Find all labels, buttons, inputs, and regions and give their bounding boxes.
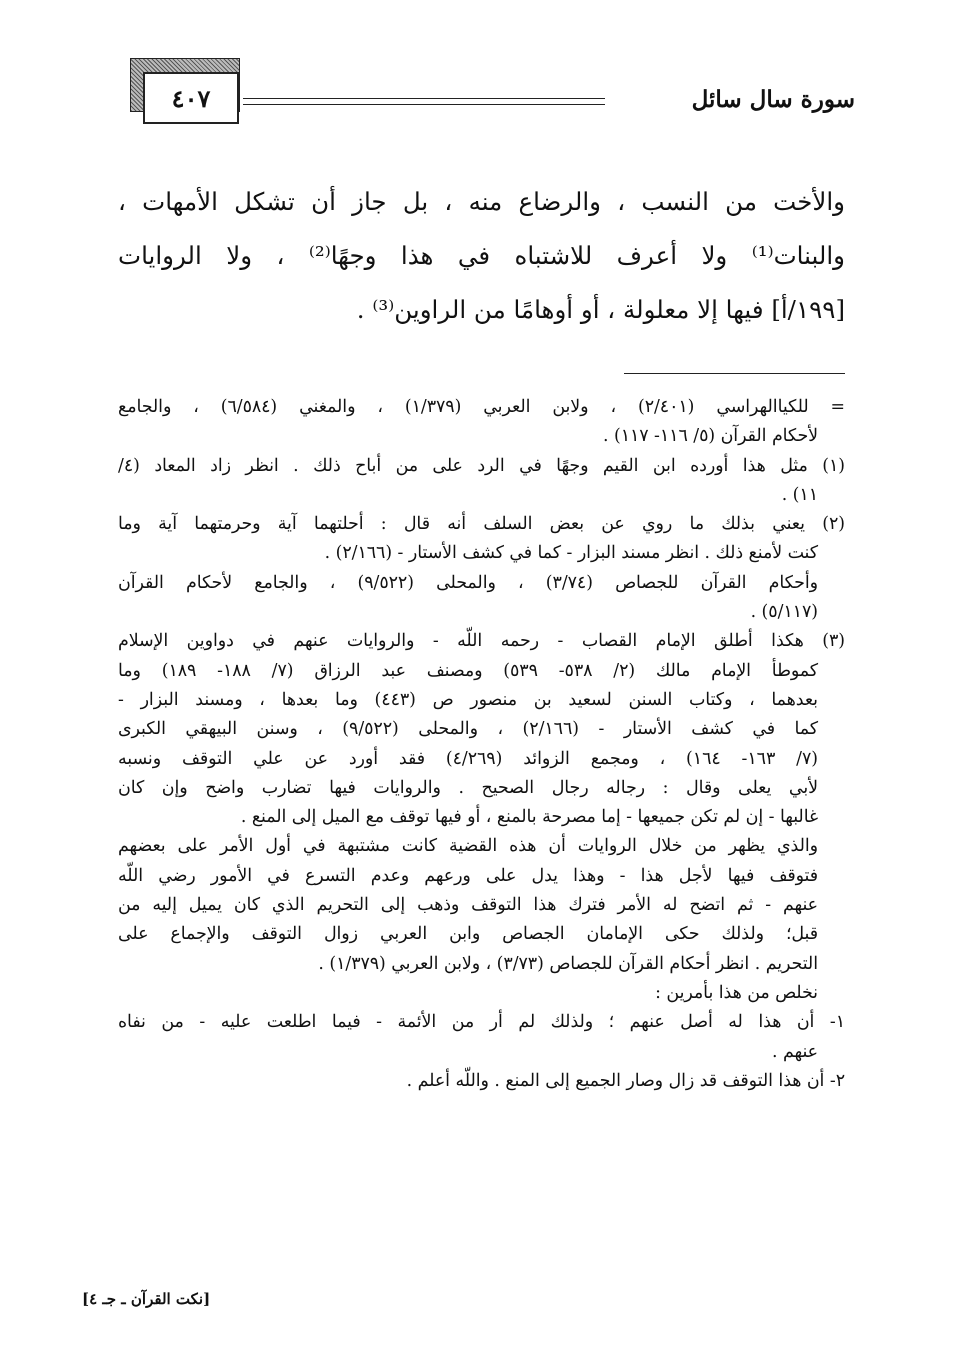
footnote-line: بعدهما ، وكتاب السنن لسعيد بن منصور ص (٤٤٣) وما بعدها ، ومسند البزار - [118, 689, 818, 710]
footnote-line: لأبي يعلى وقال : رجاله رجال الصحيح . والروايات فيها تضارب واضح وإن كان [118, 777, 818, 798]
body-line: [١٩٩/أ] فيها إلا معلولة ، أو أوهامًا من الراوين⁽³⁾ . [356, 295, 845, 324]
footnote-line: (٣) هكذا أطلق الإمام القصاب - رحمه اللّه - والروايات عنهم في دواوين الإسلام [118, 631, 845, 652]
footnote-line: وأحكام القرآن للجصاص (٣/٧٤) ، والمحلى (٩/٥٢٢) ، والجامع لأحكام القرآن [118, 572, 818, 593]
footnote-line: فتوقف فيها لأجل هذا - وهذا يدل على ورعهم وعدم التسرع في الأمور رضي اللّه [118, 865, 818, 886]
body-line: والبنات⁽¹⁾ ولا أعرف للاشتباه في هذا وجهًا⁽²⁾ ، ولا الروايات [118, 241, 845, 270]
footnote-line: (١) مثل هذا أورده ابن القيم وجهًا في الرد على من أباح ذلك . انظر زاد المعاد (٤/ [118, 455, 845, 476]
footnote-line: عنهم . [772, 1041, 818, 1062]
footnote-line: (٧/ ١٦٣- ١٦٤) ، ومجمع الزوائد (٤/٢٦٩) فقد أورد عن علي التوقف ونسبه [118, 748, 818, 769]
footnote-line: عنهم - ثم اتضح له الأمر فترك هذا التوقف وذهب إلى التحريم الذي كان يميل إليه من [118, 895, 818, 916]
footnote-line: = للكياالهراسي (٢/٤٠١) ، ولابن العربي (١/٣٧٩) ، والمغني (٦/٥٨٤) ، والجامع [118, 397, 845, 417]
body-text [118, 175, 845, 337]
footnote-line: ١- أن هذا له أصل عنهم ؛ ولذلك لم أر من الأئمة - فيما اطلعت عليه - من نفاه [118, 1012, 845, 1033]
footnote-line: غالبها - إن لم تكن جميعها - إما مصرحة بالمنع ، أو فيها توقف مع الميل إلى المنع . [240, 807, 818, 828]
book-signature: [نكت القرآن ـ جـ ٤] [82, 1290, 211, 1308]
footnote-line: ١١) . [781, 484, 818, 505]
body-line: والأخت من النسب ، والرضاع منه ، بل جاز أن تشكل الأمهات ، [118, 187, 845, 216]
footnote-separator [624, 373, 845, 374]
footnote-line: كما في كشف الأستار - (٢/١٦٦) ، والمحلى (٩/٥٢٢) ، وسنن البيهقي الكبرى [118, 719, 818, 740]
footnote-line: التحريم . انظر أحكام القرآن للجصاص (٣/٧٣) ، ولابن العربي (١/٣٧٩) . [318, 953, 818, 974]
page-number: ٤٠٧ [143, 72, 239, 124]
footnote-line: ٢- أن هذا التوقف قد زال وصار الجميع إلى المنع . واللّه أعلم . [406, 1070, 845, 1091]
footnote-line: (٥/١١٧) . [750, 602, 818, 623]
running-title: سورة سال سائل [691, 86, 855, 113]
footnote-line: قبل؛ ولذلك حكى الإمامان الجصاص وابن العربي زوال التوقف والإجماع على [118, 924, 818, 945]
footnotes [118, 393, 845, 1096]
footnote-line: كنت لأمنع ذلك . انظر مسند البزار - كما في كشف الأستار - (٢/١٦٦) . [324, 543, 818, 564]
footnote-line: والذي يظهر من خلال الروايات أن هذه القضية كانت مشتبهة في أول الأمر على بعضهم [118, 836, 818, 857]
footnote-line: لأحكام القرآن (٥/ ١١٦- ١١٧) . [602, 426, 818, 447]
footnote-line: (٢) يعني بذلك ما روي عن بعض السلف أنه قال : أحلتهما آية وحرمتهما آية وما [118, 514, 845, 535]
header-rule [243, 98, 605, 105]
footnote-line: كموطأ الإمام مالك (٢/ ٥٣٨- ٥٣٩) ومصنف عبد الرزاق (٧/ ١٨٨- ١٨٩) وما [118, 660, 818, 681]
footnote-line: نخلص من هذا بأمرين : [655, 982, 818, 1003]
